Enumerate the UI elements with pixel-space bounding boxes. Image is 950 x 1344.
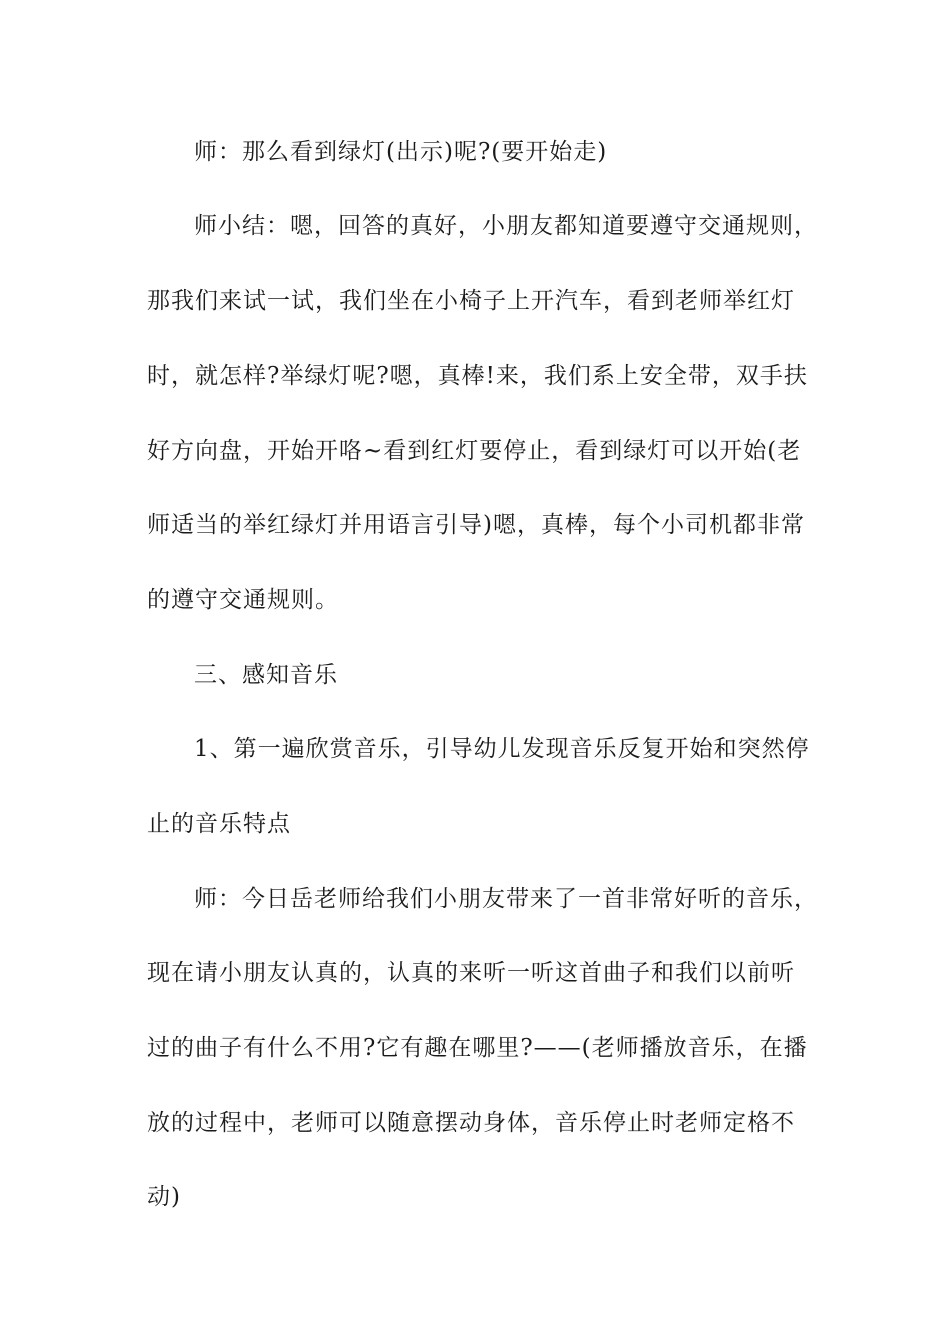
paragraph-line: 动) (147, 1184, 181, 1210)
paragraph-line: 师适当的举红绿灯并用语言引导)嗯，真棒，每个小司机都非常 (147, 512, 805, 538)
paragraph-line: 现在请小朋友认真的，认真的来听一听这首曲子和我们以前听 (147, 960, 795, 986)
paragraph-line: 的遵守交通规则。 (147, 587, 339, 613)
section-heading: 三、感知音乐 (194, 662, 338, 688)
paragraph-line: 师：今日岳老师给我们小朋友带来了一首非常好听的音乐， (194, 886, 818, 912)
paragraph-line: 那我们来试一试，我们坐在小椅子上开汽车，看到老师举红灯 (147, 288, 795, 314)
paragraph-line: 师：那么看到绿灯(出示)呢?(要开始走) (194, 139, 608, 165)
paragraph-line: 止的音乐特点 (147, 811, 291, 837)
paragraph-line: 放的过程中，老师可以随意摆动身体，音乐停止时老师定格不 (147, 1110, 795, 1136)
paragraph-line: 1、第一遍欣赏音乐，引导幼儿发现音乐反复开始和突然停 (194, 736, 810, 762)
paragraph-line: 师小结：嗯，回答的真好，小朋友都知道要遵守交通规则， (194, 213, 818, 239)
paragraph-line: 时，就怎样?举绿灯呢?嗯，真棒!来，我们系上安全带，双手扶 (147, 363, 808, 389)
paragraph-line: 过的曲子有什么不用?它有趣在哪里?——(老师播放音乐，在播 (147, 1035, 808, 1061)
paragraph-line: 好方向盘，开始开咯~看到红灯要停止，看到绿灯可以开始(老 (147, 438, 802, 464)
